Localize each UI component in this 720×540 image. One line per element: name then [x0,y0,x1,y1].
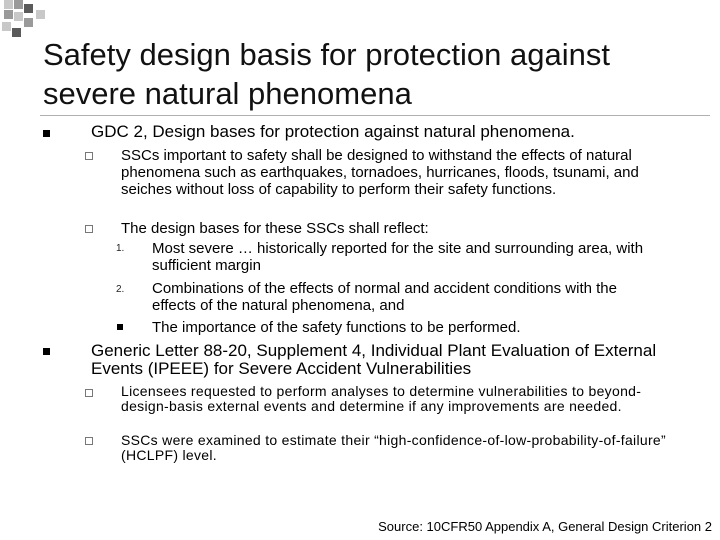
sub-bullet-marker [85,389,93,397]
numbered-marker: 1. [116,243,125,254]
bullet-marker [117,324,123,330]
bullet-marker [43,130,50,137]
sub-item-hclpf: SSCs were examined to estimate their “high-confidence-of-low-probability-of-failure” (HCLPF) level. [121,432,666,463]
sub-bullet-marker [85,225,93,233]
numbered-item-combinations: Combinations of the effects of normal and accident conditions with the effects of the natural phenomena, and [152,280,617,314]
bullet-generic-letter: Generic Letter 88-20, Supplement 4, Individual Plant Evaluation of External Events (IPEEE) for Severe Accident Vulnerabilities [91,341,657,378]
bullet-gdc2: GDC 2, Design bases for protection against natural phenomena. [91,122,575,141]
source-citation: Source: 10CFR50 Appendix A, General Design Criterion 2 [378,519,712,534]
numbered-marker: 2. [116,284,125,295]
slide-title: Safety design basis for protection against severe natural phenomena [43,37,610,111]
numbered-item-most-severe: Most severe … historically reported for the site and surrounding area, with sufficient margin [152,240,644,274]
sub-bullet-marker [85,152,93,160]
title-divider [40,115,710,116]
sub-item-licensees: Licensees requested to perform analyses to determine vulnerabilities to beyond-design-basis external events and determine if any improvements are needed. [121,383,642,414]
sub-item-sscs-withstand: SSCs important to safety shall be designed to withstand the effects of natural phenomena such as earthquakes, tornadoes, hurricanes, floods, tsunami, and seiches without loss of capability to perform their safety functions. [121,147,639,198]
numbered-item-importance: The importance of the safety functions to be performed. [152,319,521,336]
sub-bullet-marker [85,437,93,445]
sub-item-design-bases: The design bases for these SSCs shall reflect: [121,220,429,237]
bullet-marker [43,348,50,355]
corner-decoration [0,0,60,40]
